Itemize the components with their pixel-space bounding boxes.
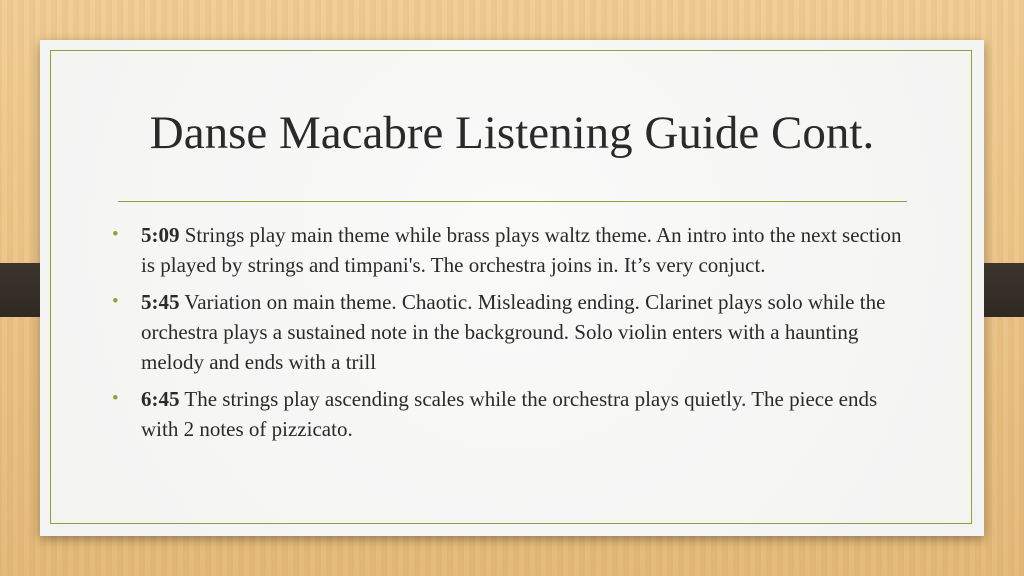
bullet-icon: • [112,291,119,312]
list-item [112,220,912,280]
bullet-list [112,220,912,451]
title-divider [118,201,907,202]
list-item [112,384,912,444]
bullet-icon: • [112,224,119,245]
page-title: Danse Macabre Listening Guide Cont. [149,107,875,159]
timestamp: 5:09 [141,223,180,247]
bullet-text: Strings play main theme while brass plays waltz theme. An intro into the next section is played by strings and timpani's. The orchestra joins in. It’s very conjuct. [141,223,902,277]
timestamp: 6:45 [141,387,180,411]
bullet-text: The strings play ascending scales while the orchestra plays quietly. The piece ends with 2 notes of pizzicato. [141,387,878,441]
bullet-icon: • [112,388,119,409]
bullet-text: Variation on main theme. Chaotic. Misleading ending. Clarinet plays solo while the orchestra plays a sustained note in the background. Solo violin enters with a haunting melody and ends with a trill [141,290,886,374]
list-item [112,287,912,377]
timestamp: 5:45 [141,290,180,314]
